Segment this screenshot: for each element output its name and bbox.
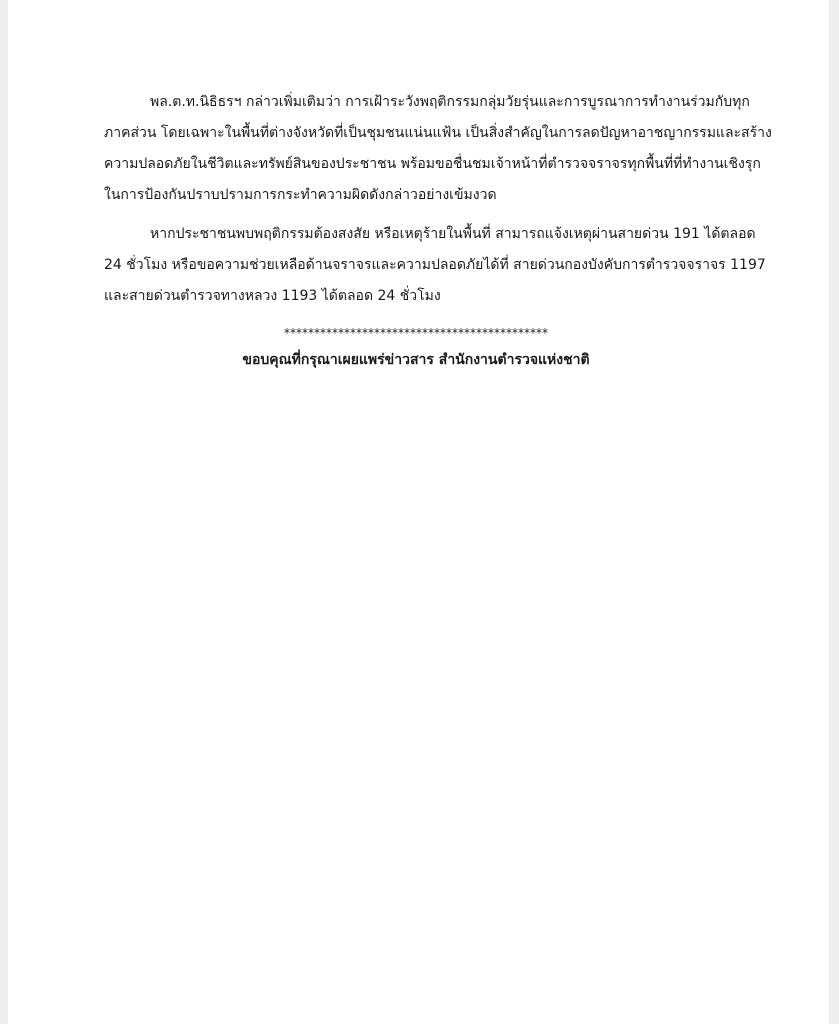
separator-line: ******************************************** [284,326,548,340]
paragraph-1-line-1: พล.ต.ท.นิธิธรฯ กล่าวเพิ่มเติมว่า การเฝ้าระวังพฤติกรรมกลุ่มวัยรุ่นและการบูรณาการทำงานร่วมกับทุก [150,94,750,110]
paragraph-2 [104,219,766,312]
paragraph-1-line-4: ในการป้องกันปราบปรามการกระทำความผิดดังกล่าวอย่างเข้มงวด [104,187,497,203]
document-body [104,87,772,371]
paragraph-1 [104,87,772,211]
paragraph-2-line-2: 24 ชั่วโมง หรือขอความช่วยเหลือด้านจราจรและความปลอดภัยได้ที่ สายด่วนกองบังคับการตำรวจจราจร 1197 [104,257,766,273]
paragraph-1-line-3: ความปลอดภัยในชีวิตและทรัพย์สินของประชาชน พร้อมขอชื่นชมเจ้าหน้าที่ตำรวจจราจรทุกพื้นที่ที่ทำงานเชิงรุก [104,156,761,172]
viewer-left-edge [0,0,8,1024]
viewer-right-edge [829,0,839,1024]
closing-thanks: ขอบคุณที่กรุณาเผยแพร่ข่าวสาร สำนักงานตำรวจแห่งชาติ [242,352,590,368]
paragraph-2-line-1: หากประชาชนพบพฤติกรรมต้องสงสัย หรือเหตุร้ายในพื้นที่ สามารถแจ้งเหตุผ่านสายด่วน 191 ได้ตลอด [150,226,756,242]
paragraph-2-line-3: และสายด่วนตำรวจทางหลวง 1193 ได้ตลอด 24 ชั่วโมง [104,288,441,304]
paragraph-1-line-2: ภาคส่วน โดยเฉพาะในพื้นที่ต่างจังหวัดที่เป็นชุมชนแน่นแฟ้น เป็นสิ่งสำคัญในการลดปัญหาอาชญากรรมและสร้าง [104,125,772,141]
document-page [8,0,829,1024]
